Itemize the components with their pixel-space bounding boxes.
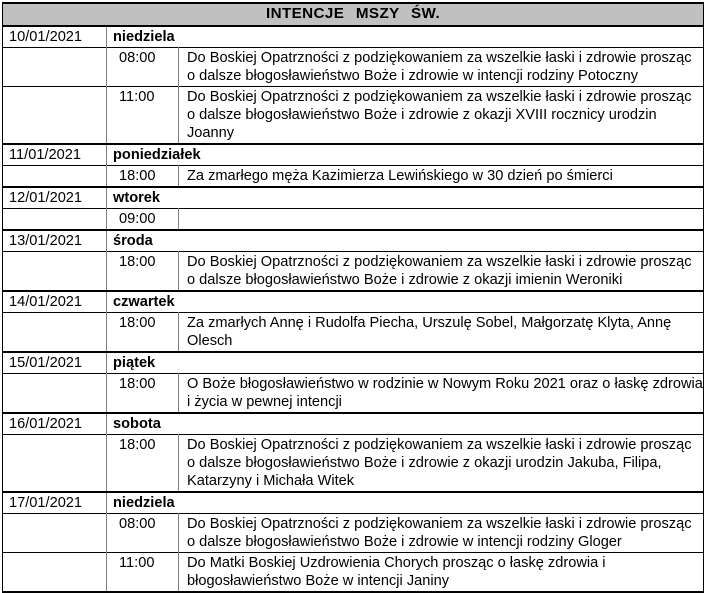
date-label: 17/01/2021 [3,492,107,514]
date-label: 15/01/2021 [3,352,107,374]
empty-date-cell [3,252,107,292]
date-label: 12/01/2021 [3,187,107,209]
day-name-label: sobota [107,413,704,435]
day-header-row [3,26,704,48]
mass-time-label: 08:00 [107,514,179,553]
mass-time-label: 18:00 [107,435,179,493]
day-name-label: piątek [107,352,704,374]
empty-date-cell [3,313,107,353]
mass-intention-text: Do Boskiej Opatrzności z podziękowaniem za wszelkie łaski i zdrowie prosząc o dalsze błogosławieństwo Boże i zdrowie w intencji rodziny Gloger [179,514,704,553]
mass-intention-text: Do Boskiej Opatrzności z podziękowaniem za wszelkie łaski i zdrowie prosząc o dalsze błogosławieństwo Boże i zdrowie z okazji urodzin Jakuba, Filipa, Katarzyny i Michała Witek [179,435,704,493]
mass-row [3,209,704,231]
title-row [3,3,704,26]
empty-date-cell [3,166,107,188]
mass-row [3,87,704,145]
mass-row [3,374,704,414]
day-header-row [3,291,704,313]
mass-time-label: 18:00 [107,374,179,414]
empty-date-cell [3,553,107,593]
mass-intention-text: Do Matki Boskiej Uzdrowienia Chorych prosząc o łaskę zdrowia i błogosławieństwo Boże w intencji Janiny [179,553,704,593]
empty-date-cell [3,209,107,231]
empty-date-cell [3,48,107,87]
mass-row [3,514,704,553]
date-label: 11/01/2021 [3,144,107,166]
mass-intention-text: Za zmarłych Annę i Rudolfa Piecha, Urszulę Sobel, Małgorzatę Klyta, Annę Olesch [179,313,704,353]
page-title: INTENCJE MSZY ŚW. [3,3,704,26]
date-label: 14/01/2021 [3,291,107,313]
day-header-row [3,413,704,435]
day-header-row [3,492,704,514]
mass-time-label: 18:00 [107,166,179,188]
day-name-label: niedziela [107,492,704,514]
day-name-label: niedziela [107,26,704,48]
mass-row [3,313,704,353]
mass-intention-text [179,209,704,231]
date-label: 16/01/2021 [3,413,107,435]
mass-row [3,48,704,87]
day-header-row [3,230,704,252]
mass-time-label: 08:00 [107,48,179,87]
day-header-row [3,144,704,166]
mass-time-label: 18:00 [107,252,179,292]
mass-intention-text: Do Boskiej Opatrzności z podziękowaniem za wszelkie łaski i zdrowie prosząc o dalsze błogosławieństwo Boże i zdrowie z okazji XVIII rocznicy urodzin Joanny [179,87,704,145]
mass-row [3,435,704,493]
mass-intention-text: Do Boskiej Opatrzności z podziękowaniem za wszelkie łaski i zdrowie prosząc o dalsze błogosławieństwo Boże i zdrowie z okazji imienin Weroniki [179,252,704,292]
mass-intentions-table [2,2,704,593]
empty-date-cell [3,87,107,145]
day-name-label: poniedziałek [107,144,704,166]
mass-time-label: 11:00 [107,87,179,145]
day-header-row [3,187,704,209]
mass-intention-text: Za zmarłego męża Kazimierza Lewińskiego w 30 dzień po śmierci [179,166,704,188]
mass-time-label: 09:00 [107,209,179,231]
empty-date-cell [3,435,107,493]
empty-date-cell [3,374,107,414]
date-label: 13/01/2021 [3,230,107,252]
day-name-label: wtorek [107,187,704,209]
mass-time-label: 11:00 [107,553,179,593]
day-name-label: środa [107,230,704,252]
mass-time-label: 18:00 [107,313,179,353]
mass-row [3,553,704,593]
schedule-body [3,26,704,592]
mass-intention-text: O Boże błogosławieństwo w rodzinie w Nowym Roku 2021 oraz o łaskę zdrowia i życia w pewnej intencji [179,374,704,414]
day-name-label: czwartek [107,291,704,313]
mass-row [3,166,704,188]
mass-row [3,252,704,292]
date-label: 10/01/2021 [3,26,107,48]
day-header-row [3,352,704,374]
empty-date-cell [3,514,107,553]
mass-intention-text: Do Boskiej Opatrzności z podziękowaniem za wszelkie łaski i zdrowie prosząc o dalsze błogosławieństwo Boże i zdrowie w intencji rodziny Potoczny [179,48,704,87]
